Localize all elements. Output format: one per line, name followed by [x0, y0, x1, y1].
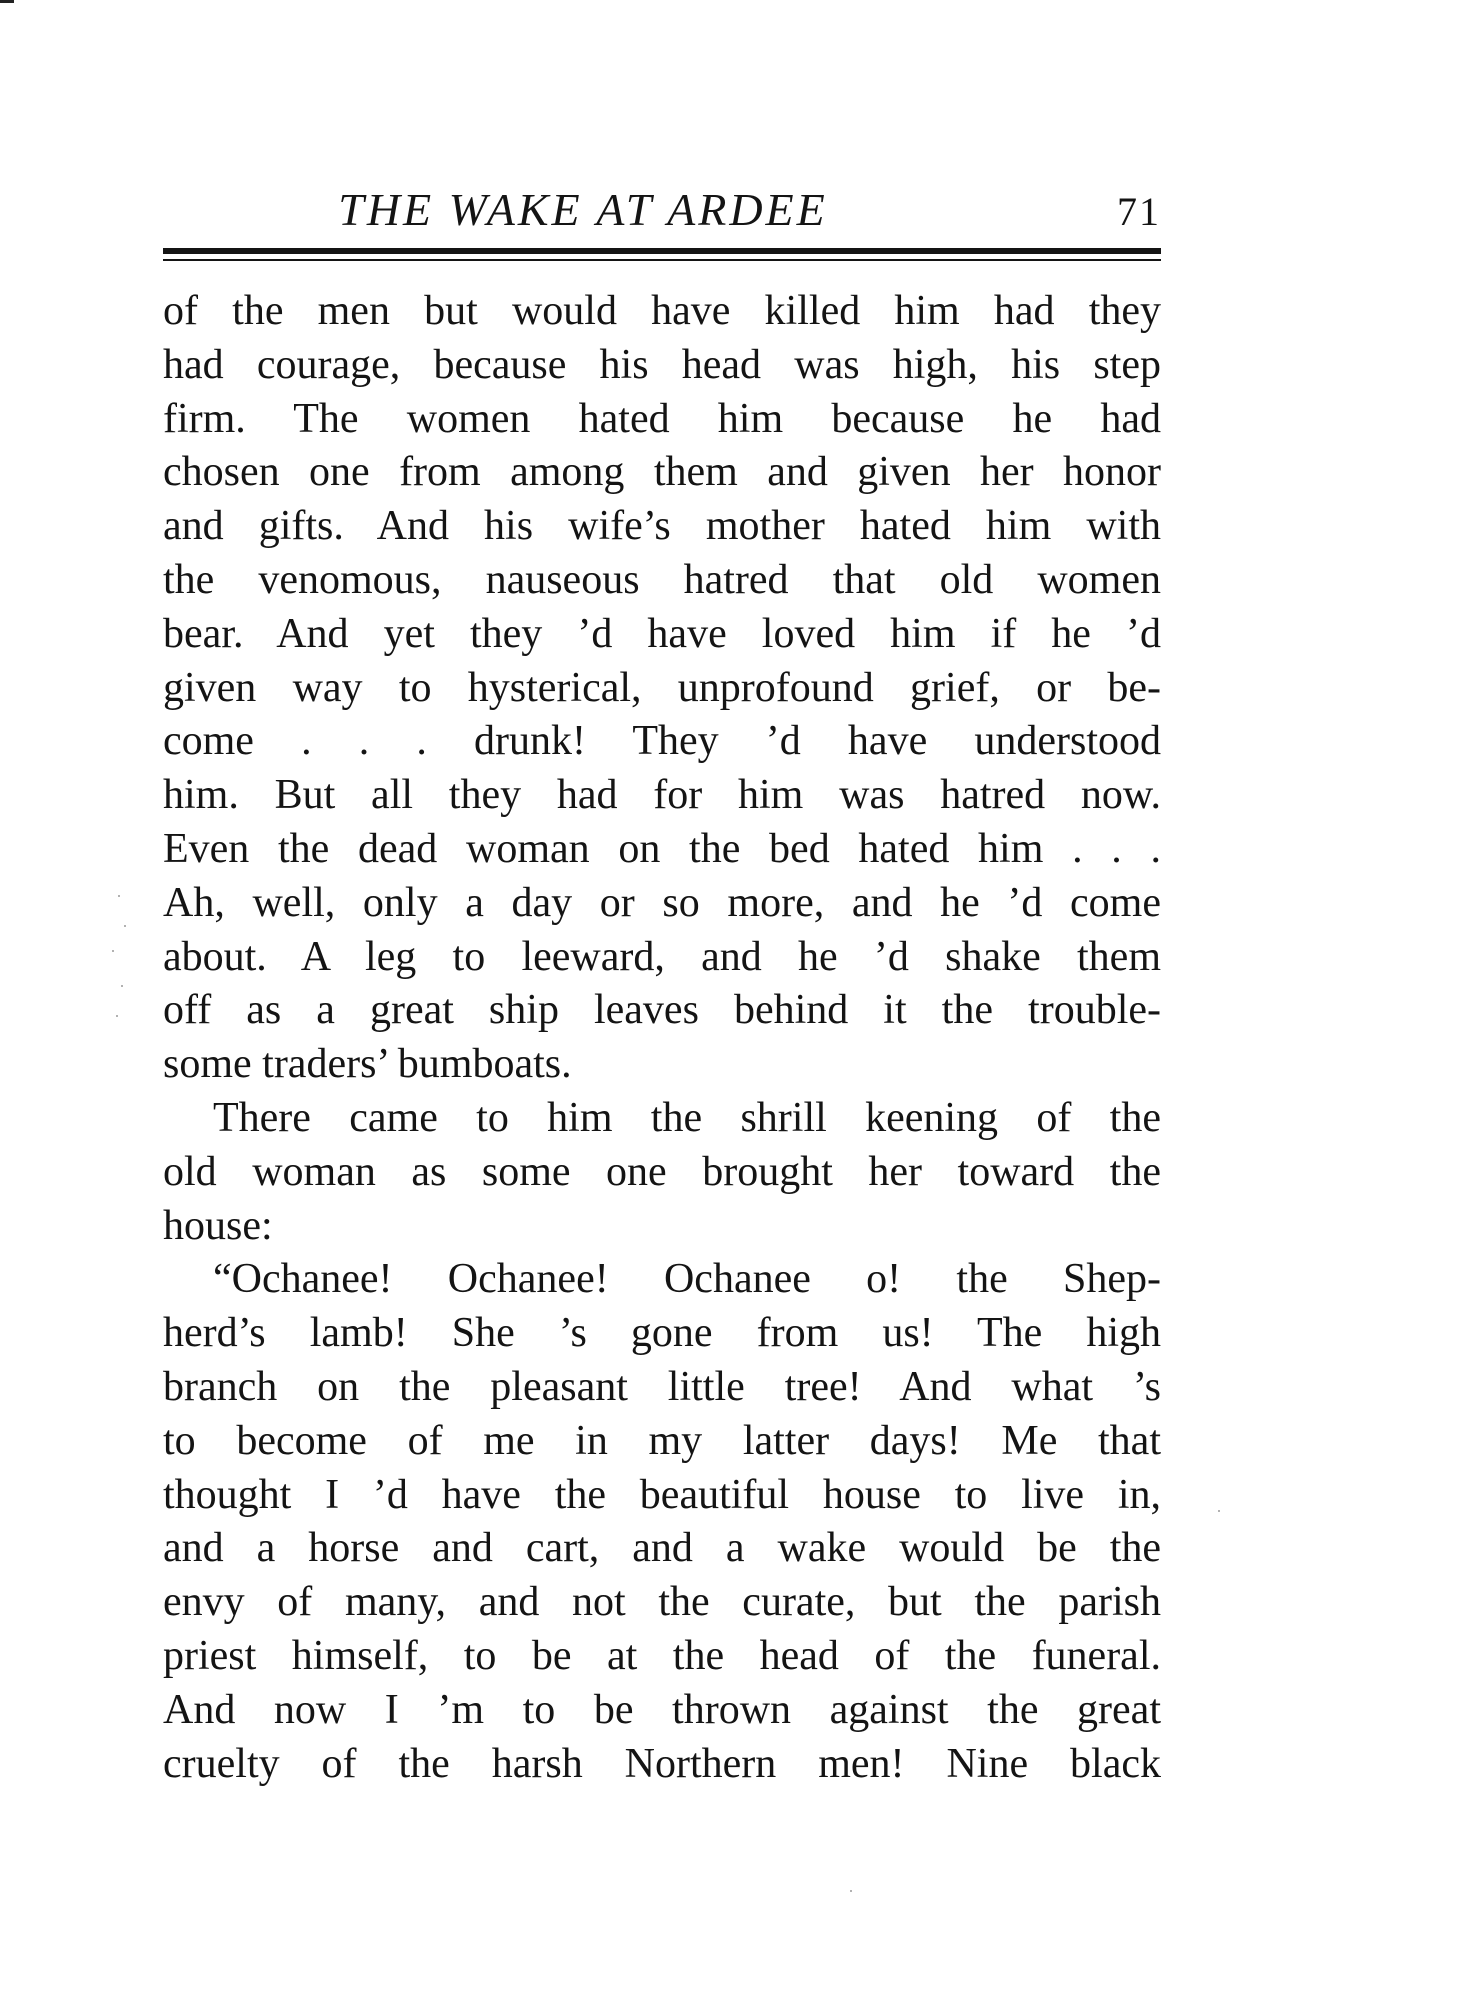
text-line: had courage, because his head was high, his step [163, 341, 1161, 388]
text-line: the venomous, nauseous hatred that old women [163, 556, 1161, 603]
body-text [163, 285, 1161, 1791]
text-line: and gifts. And his wife’s mother hated him with [163, 503, 1161, 550]
text-line: to become of me in my latter days! Me that [163, 1417, 1161, 1464]
page-number: 71 [1117, 189, 1161, 234]
text-line: come . . . drunk! They ’d have understood [163, 718, 1161, 765]
running-title: THE WAKE AT ARDEE [338, 184, 828, 235]
scan-speckle [850, 1890, 852, 1892]
text-line: priest himself, to be at the head of the funeral. [163, 1632, 1161, 1679]
text-line: of the men but would have killed him had they [163, 288, 1161, 334]
paragraph-first-line: “Ochanee! Ochanee! Ochanee o! the Shep- [213, 1256, 1161, 1303]
text-line: Ah, well, only a day or so more, and he ’d come [163, 879, 1161, 926]
text-line: some traders’ bumboats. [163, 1041, 572, 1088]
scan-speckle [118, 895, 120, 897]
header-rule-thick [163, 248, 1161, 254]
text-line: envy of many, and not the curate, but the parish [163, 1579, 1161, 1626]
text-line: Even the dead woman on the bed hated him . . . [163, 825, 1161, 872]
scan-speckle [116, 1015, 118, 1017]
text-line: firm. The women hated him because he had [163, 395, 1161, 442]
scan-speckle [121, 985, 123, 987]
text-line: and a horse and cart, and a wake would be the [163, 1525, 1161, 1572]
header-rule-thin [163, 259, 1161, 261]
paragraph-first-line: There came to him the shrill keening of the [213, 1094, 1161, 1141]
text-line: cruelty of the harsh Northern men! Nine black [163, 1740, 1161, 1787]
header-rule [163, 248, 1161, 268]
scan-speckle [1218, 1510, 1220, 1512]
scan-speckle [112, 950, 114, 952]
text-line: thought I ’d have the beautiful house to live in, [163, 1471, 1161, 1518]
text-line: about. A leg to leeward, and he ’d shake them [163, 933, 1161, 980]
text-line: him. But all they had for him was hatred now. [163, 772, 1161, 819]
scan-corner-mark [0, 0, 14, 3]
text-line: bear. And yet they ’d have loved him if he ’d [163, 610, 1161, 657]
text-line: old woman as some one brought her toward the [163, 1148, 1161, 1195]
text-line: And now I ’m to be thrown against the great [163, 1686, 1161, 1733]
scan-speckle [124, 925, 126, 927]
text-line: off as a great ship leaves behind it the trouble- [163, 987, 1161, 1034]
text-line: chosen one from among them and given her honor [163, 449, 1161, 496]
text-line: branch on the pleasant little tree! And what ’s [163, 1363, 1161, 1410]
text-line: house: [163, 1202, 273, 1249]
text-line: given way to hysterical, unprofound grief, or be- [163, 664, 1161, 711]
text-line: herd’s lamb! She ’s gone from us! The high [163, 1310, 1161, 1357]
page-header [163, 180, 1161, 240]
